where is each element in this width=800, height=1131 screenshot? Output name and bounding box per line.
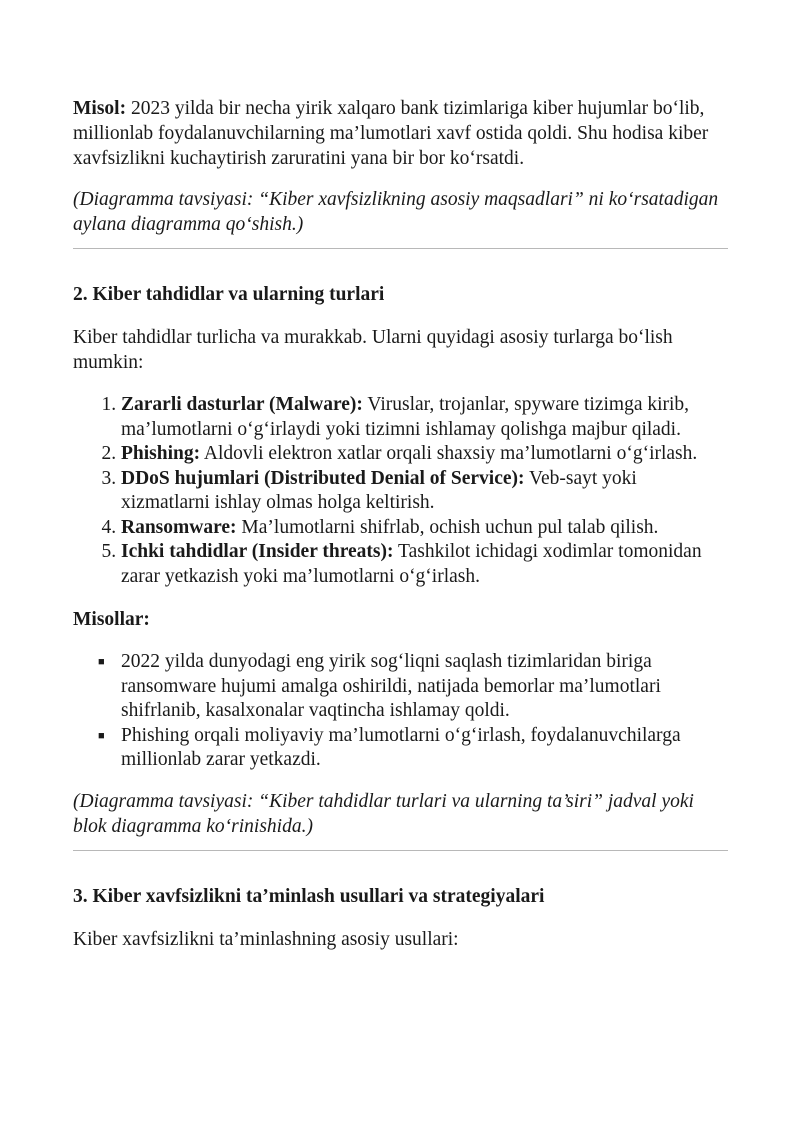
list-item xyxy=(121,442,728,467)
list-item-text: Tashkilot ichidagi xodimlar tomonidan zarar yetkazish yoki ma’lumotlarni o‘g‘irlash. xyxy=(121,541,702,587)
section-3-intro: Kiber xavfsizlikni ta’minlashning asosiy usullari: xyxy=(73,928,459,950)
list-item xyxy=(121,540,728,589)
list-item xyxy=(121,467,728,516)
list-item-text: Viruslar, trojanlar, spyware tizimga kirib, ma’lumotlarni o‘g‘irlaydi yoki tizimni ishlamay qolishga majbur qiladi. xyxy=(121,394,690,440)
list-item xyxy=(98,650,728,724)
list-item xyxy=(121,516,728,541)
list-item xyxy=(98,724,728,773)
threat-types-list xyxy=(73,393,728,589)
list-item-label: Ransomware: xyxy=(121,516,237,538)
example-label: Misol: xyxy=(73,98,127,119)
section-2-intro: Kiber tahdidlar turlicha va murakkab. Ularni quyidagi asosiy turlarga bo‘lish mumkin: xyxy=(73,327,673,373)
section-2-heading: 2. Kiber tahdidlar va ularning turlari xyxy=(73,284,385,305)
list-item-label: DDoS hujumlari (Distributed Denial of Service): xyxy=(121,467,525,489)
bullet-icon: ■ xyxy=(98,729,105,742)
section-divider-1 xyxy=(73,248,728,249)
diagram-caption-1: (Diagramma tavsiyasi: “Kiber xavfsizlikning asosiy maqsadlari” ni ko‘rsatadigan aylana diagramma qo‘shish.) xyxy=(73,189,719,235)
diagram-caption-2: (Diagramma tavsiyasi: “Kiber tahdidlar turlari va ularning ta’siri” jadval yoki blok diagramma ko‘rinishida.) xyxy=(73,790,694,837)
list-item-label: Phishing: xyxy=(121,443,201,464)
examples-list xyxy=(73,650,728,773)
example-paragraph xyxy=(73,96,728,171)
section-divider-2 xyxy=(73,850,728,851)
document-page xyxy=(73,96,728,952)
list-item-text: Ma’lumotlarni shifrlab, ochish uchun pul talab qilish. xyxy=(236,516,659,538)
list-item-label: Ichki tahdidlar (Insider threats): xyxy=(121,541,394,562)
list-item-text: Veb-sayt yoki xizmatlarni ishlay olmas holga keltirish. xyxy=(121,467,637,513)
example-item-text: Phishing orqali moliyaviy ma’lumotlarni o‘g‘irlash, foydalanuvchilarga millionlab zarar yetkazdi. xyxy=(121,724,681,770)
examples-heading: Misollar: xyxy=(73,609,150,630)
list-item-label: Zararli dasturlar (Malware): xyxy=(121,394,363,415)
list-item-text: Aldovli elektron xatlar orqali shaxsiy ma’lumotlarni o‘g‘irlash. xyxy=(200,443,698,464)
example-item-text: 2022 yilda dunyodagi eng yirik sog‘liqni saqlash tizimlaridan biriga ransomware hujumi amalga oshirildi, natijada bemorlar ma’lumotlari shifrlanib, kasalxonalar vaqtincha ishlamay qoldi. xyxy=(121,651,661,721)
section-3-heading: 3. Kiber xavfsizlikni ta’minlash usullari va strategiyalari xyxy=(73,885,545,907)
example-text: 2023 yilda bir necha yirik xalqaro bank tizimlariga kiber hujumlar bo‘lib, millionlab foydalanuvchilarning ma’lumotlari xavf ostida qoldi. Shu hodisa kiber xavfsizlikni kuchaytirish zaruratini yana bir bor ko‘rsatdi. xyxy=(73,98,709,169)
bullet-icon: ■ xyxy=(98,656,105,668)
list-item xyxy=(121,393,728,442)
